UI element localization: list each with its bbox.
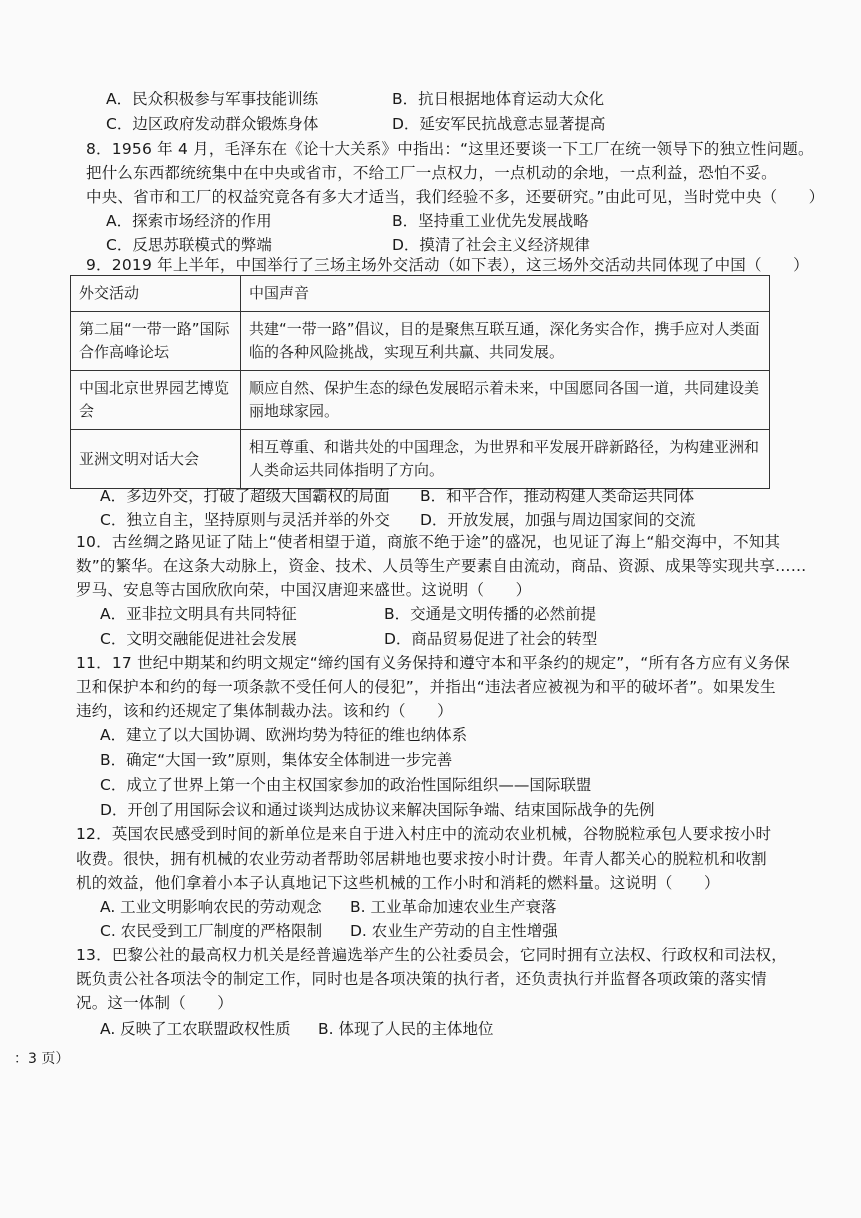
- q9-stem: 9．2019 年上半年，中国举行了三场主场外交活动（如下表），这三场外交活动共同体现了中国（ ）: [86, 256, 809, 274]
- q9-option-b: B．和平合作，推动构建人类命运共同体: [420, 487, 695, 505]
- q13-stem-line-2: 既负责公社各项法令的制定工作，同时也是各项决策的执行者，还负责执行并监督各项政策的落实情: [76, 970, 767, 988]
- q12-stem-line-2: 收费。很快，拥有机械的农业劳动者帮助邻居耕地也要求按小时计费。年青人都关心的脱粒机和收割: [76, 850, 767, 868]
- q7-option-a: A．民众积极参与军事技能训练: [106, 90, 319, 108]
- q7-option-c: C．边区政府发动群众锻炼身体: [106, 115, 319, 133]
- table-row: [71, 430, 770, 489]
- q12-stem-line-1: 12．英国农民感受到时间的新单位是来自于进入村庄中的流动农业机械，谷物脱粒承包人要求按小时: [76, 825, 772, 843]
- q11-stem-line-2: 卫和保护本和约的每一项条款不受任何人的侵犯”，并指出“违法者应被视为和平的破坏者”。如果发生: [76, 678, 776, 696]
- q9-option-c: C．独立自主，坚持原则与灵活并举的外交: [100, 511, 390, 529]
- q11-option-d: D．开创了用国际会议和通过谈判达成协议来解决国际争端、结束国际战争的先例: [100, 801, 655, 819]
- q11-stem-line-1: 11．17 世纪中期某和约明文规定“缔约国有义务保持和遵守本和平条约的规定”，“所有各方应有义务保: [76, 654, 790, 672]
- q11-option-c: C．成立了世界上第一个由主权国家参加的政治性国际组织——国际联盟: [100, 776, 592, 794]
- table-cell-voice: 顺应自然、保护生态的绿色发展昭示着未来，中国愿同各国一道，共同建设美丽地球家园。: [241, 371, 770, 430]
- table-row: [71, 312, 770, 371]
- q7-option-d: D．延安军民抗战意志显著提高: [392, 115, 606, 133]
- q8-option-a: A．探索市场经济的作用: [106, 212, 272, 230]
- q12-option-c: C. 农民受到工厂制度的严格限制: [100, 922, 323, 940]
- q8-option-c: C．反思苏联模式的弊端: [106, 236, 272, 254]
- table-cell-activity: 中国北京世界园艺博览会: [71, 371, 241, 430]
- table-header-voice: 中国声音: [241, 276, 770, 312]
- q8-stem-line-1: 8．1956 年 4 月，毛泽东在《论十大关系》中指出：“这里还要谈一下工厂在统一领导下的独立性问题。: [86, 140, 814, 158]
- q8-stem-line-3: 中央、省市和工厂的权益究竟各有多大才适当，我们经验不多，还要研究。”由此可见，当时党中央（ ）: [86, 188, 825, 206]
- q13-option-a: A. 反映了工农联盟政权性质: [100, 1020, 291, 1038]
- q10-option-d: D．商品贸易促进了社会的转型: [384, 630, 598, 648]
- diplomacy-table: [70, 275, 770, 489]
- q11-option-a: A．建立了以大国协调、欧洲均势为特征的维也纳体系: [100, 726, 468, 744]
- table-cell-activity: 亚洲文明对话大会: [71, 430, 241, 489]
- q11-stem-line-3: 违约，该和约还规定了集体制裁办法。该和约（ ）: [76, 702, 453, 720]
- q13-stem-line-3: 况。这一体制（ ）: [76, 994, 234, 1012]
- page-footer: ：3 页）: [14, 1051, 70, 1067]
- q10-option-c: C．文明交融能促进社会发展: [100, 630, 297, 648]
- table-cell-voice: 相互尊重、和谐共处的中国理念，为世界和平发展开辟新路径，为构建亚洲和人类命运共同体指明了方向。: [241, 430, 770, 489]
- table-cell-voice: 共建“一带一路”倡议，目的是聚焦互联互通，深化务实合作，携手应对人类面临的各种风险挑战，实现互利共赢、共同发展。: [241, 312, 770, 371]
- table-header-row: [71, 276, 770, 312]
- q12-option-b: B. 工业革命加速农业生产衰落: [350, 898, 557, 916]
- q9-option-a: A．多边外交，打破了超级大国霸权的局面: [100, 487, 390, 505]
- q10-option-b: B．交通是文明传播的必然前提: [384, 605, 597, 623]
- table-header-activity: 外交活动: [71, 276, 241, 312]
- q13-option-b: B. 体现了人民的主体地位: [318, 1020, 494, 1038]
- q7-option-b: B．抗日根据地体育运动大众化: [392, 90, 605, 108]
- table-cell-activity: 第二届“一带一路”国际合作高峰论坛: [71, 312, 241, 371]
- q13-stem-line-1: 13．巴黎公社的最高权力机关是经普遍选举产生的公社委员会，它同时拥有立法权、行政权和司法权，: [76, 946, 787, 964]
- q9-option-d: D．开放发展，加强与周边国家间的交流: [420, 511, 696, 529]
- q10-stem-line-3: 罗马、安息等古国欣欣向荣，中国汉唐迎来盛世。这说明（ ）: [76, 581, 532, 599]
- q8-option-d: D．摸清了社会主义经济规律: [392, 236, 590, 254]
- table-row: [71, 371, 770, 430]
- q10-option-a: A．亚非拉文明具有共同特征: [100, 605, 297, 623]
- q8-option-b: B．坚持重工业优先发展战略: [392, 212, 589, 230]
- q11-option-b: B．确定“大国一致”原则，集体安全体制进一步完善: [100, 751, 453, 769]
- q8-stem-line-2: 把什么东西都统统集中在中央或省市，不给工厂一点权力，一点机动的余地，一点利益，恐怕不妥。: [86, 164, 777, 182]
- q10-stem-line-1: 10．古丝绸之路见证了陆上“使者相望于道，商旅不绝于途”的盛况，也见证了海上“船交海中，不知其: [76, 533, 781, 551]
- q12-stem-line-3: 机的效益，他们拿着小本子认真地记下这些机械的工作小时和消耗的燃料量。这说明（ ）: [76, 874, 720, 892]
- q10-stem-line-2: 数”的繁华。在这条大动脉上，资金、技术、人员等生产要素自由流动，商品、资源、成果等实现共享……: [76, 557, 807, 575]
- q12-option-d: D. 农业生产劳动的自主性增强: [350, 922, 558, 940]
- q12-option-a: A. 工业文明影响农民的劳动观念: [100, 898, 322, 916]
